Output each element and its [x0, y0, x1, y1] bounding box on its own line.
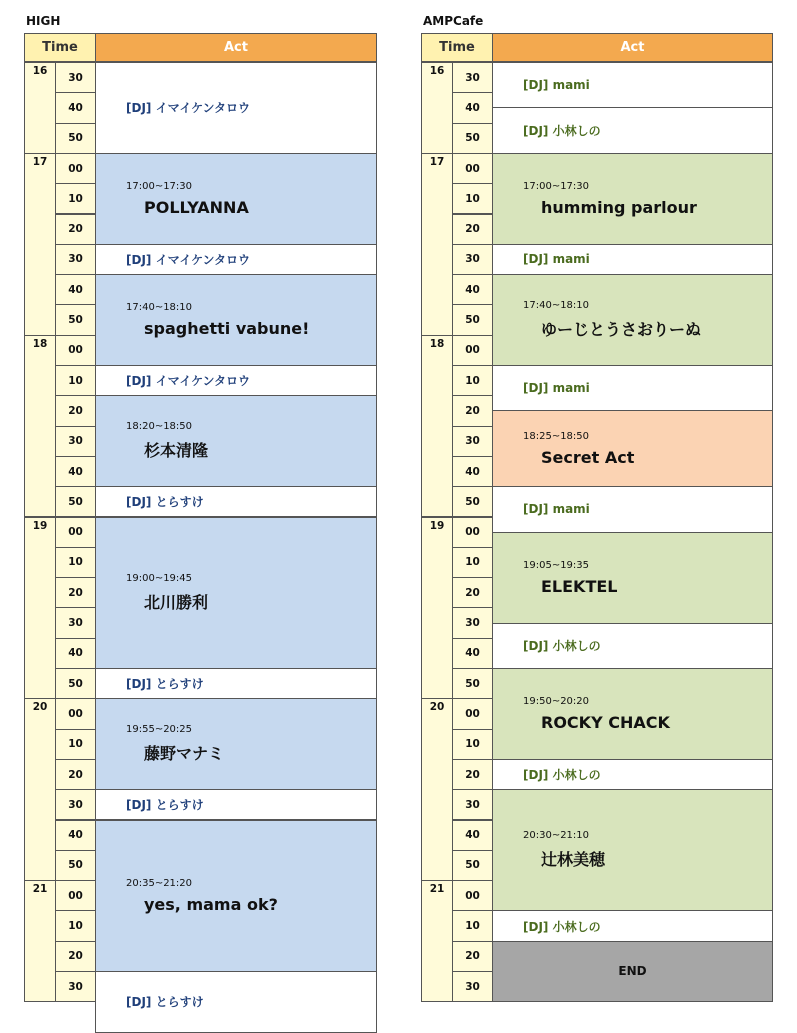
hour-label: 18 [421, 335, 453, 518]
time-column-header: Time [24, 33, 96, 62]
dj-name: [DJ] とらすけ [126, 798, 204, 813]
minute-label: 40 [452, 638, 493, 669]
minute-label: 50 [55, 486, 96, 517]
minute-label: 40 [55, 820, 96, 851]
minute-label: 20 [55, 577, 96, 608]
dj-name: [DJ] mami [523, 78, 590, 93]
minute-label: 30 [452, 62, 493, 93]
minute-label: 20 [452, 577, 493, 608]
act-time-range: 19:55~20:25 [126, 724, 193, 736]
act-name: 辻林美穂 [541, 850, 606, 870]
venue-title: HIGH [26, 14, 61, 28]
act-slot [95, 820, 377, 973]
dj-slot [95, 244, 377, 275]
minute-label: 10 [55, 910, 96, 941]
act-name: 杉本清隆 [144, 441, 209, 461]
minute-label: 30 [55, 789, 96, 820]
minute-label: 50 [452, 486, 493, 517]
minute-label: 40 [55, 92, 96, 123]
dj-name: [DJ] 小林しの [523, 124, 601, 139]
hour-label: 19 [24, 517, 56, 700]
dj-name: [DJ] 小林しの [523, 768, 601, 783]
act-time-range: 17:00~17:30 [126, 180, 193, 192]
minute-label: 10 [55, 183, 96, 214]
dj-slot [95, 971, 377, 1033]
dj-name: [DJ] mami [523, 381, 590, 396]
act-slot [492, 668, 773, 760]
dj-slot [95, 365, 377, 396]
dj-name: [DJ] 小林しの [523, 919, 601, 934]
act-slot [95, 517, 377, 670]
minute-label: 10 [55, 547, 96, 578]
minute-label: 20 [452, 941, 493, 972]
dj-name: [DJ] とらすけ [126, 995, 204, 1010]
act-time-range: 17:40~18:10 [126, 302, 193, 314]
act-time-range: 17:00~17:30 [523, 180, 590, 192]
act-name: 北川勝利 [144, 592, 209, 612]
minute-label: 30 [452, 789, 493, 820]
act-slot [492, 789, 773, 911]
act-slot [95, 698, 377, 790]
minute-label: 50 [452, 850, 493, 881]
act-time-range: 19:00~19:45 [126, 572, 193, 584]
act-name: Secret Act [541, 447, 635, 467]
act-time-range: 19:50~20:20 [523, 695, 590, 707]
act-name: 藤野マナミ [144, 744, 225, 764]
act-time-range: 17:40~18:10 [523, 300, 590, 312]
minute-label: 40 [55, 274, 96, 305]
dj-slot [492, 62, 773, 108]
minute-label: 50 [55, 304, 96, 335]
minute-label: 40 [452, 456, 493, 487]
minute-label: 30 [55, 971, 96, 1002]
minute-label: 20 [452, 395, 493, 426]
minute-label: 40 [55, 456, 96, 487]
minute-label: 20 [55, 941, 96, 972]
hour-label: 21 [24, 880, 56, 1002]
act-time-range: 18:25~18:50 [523, 430, 590, 442]
act-time-range: 19:05~19:35 [523, 559, 590, 571]
hour-label: 18 [24, 335, 56, 518]
minute-label: 10 [452, 183, 493, 214]
act-slot [95, 153, 377, 245]
end-slot [492, 941, 773, 1003]
minute-label: 00 [452, 517, 493, 548]
minute-label: 00 [452, 335, 493, 366]
minute-label: 20 [55, 759, 96, 790]
end-label: END [618, 964, 647, 979]
minute-label: 20 [55, 395, 96, 426]
minute-label: 10 [55, 365, 96, 396]
header-row [421, 33, 773, 62]
act-column-header: Act [95, 33, 377, 62]
act-column-header: Act [492, 33, 773, 62]
minute-label: 00 [55, 517, 96, 548]
dj-slot [492, 623, 773, 669]
minute-label: 00 [55, 880, 96, 911]
minute-label: 10 [55, 729, 96, 760]
minute-label: 00 [55, 335, 96, 366]
minute-label: 50 [452, 123, 493, 154]
minute-label: 50 [55, 123, 96, 154]
dj-slot [492, 107, 773, 153]
act-slot [95, 274, 377, 366]
dj-slot [95, 789, 377, 820]
minute-label: 30 [452, 244, 493, 275]
act-slot [492, 153, 773, 245]
act-name: humming parlour [541, 197, 697, 217]
minute-label: 10 [452, 365, 493, 396]
minute-label: 30 [452, 607, 493, 638]
minute-label: 40 [55, 638, 96, 669]
minute-label: 50 [55, 850, 96, 881]
minute-label: 00 [452, 698, 493, 729]
dj-slot [492, 910, 773, 941]
minute-label: 30 [55, 62, 96, 93]
minute-label: 30 [55, 607, 96, 638]
act-slot [492, 532, 773, 624]
venue-title: AMPCafe [423, 14, 484, 28]
act-name: POLLYANNA [144, 197, 249, 217]
minute-label: 00 [55, 153, 96, 184]
minute-label: 10 [452, 910, 493, 941]
dj-name: [DJ] イマイケンタロウ [126, 101, 251, 116]
dj-name: [DJ] イマイケンタロウ [126, 374, 251, 389]
minute-label: 20 [452, 214, 493, 245]
minute-label: 30 [55, 244, 96, 275]
hour-label: 20 [24, 698, 56, 881]
dj-slot [95, 62, 377, 154]
minute-label: 10 [452, 547, 493, 578]
dj-name: [DJ] 小林しの [523, 639, 601, 654]
minute-label: 40 [452, 92, 493, 123]
minute-label: 20 [452, 759, 493, 790]
minute-label: 10 [452, 729, 493, 760]
minute-label: 50 [452, 304, 493, 335]
act-time-range: 18:20~18:50 [126, 421, 193, 433]
dj-slot [492, 244, 773, 275]
hour-label: 21 [421, 880, 453, 1002]
minute-label: 00 [55, 698, 96, 729]
act-time-range: 20:30~21:10 [523, 830, 590, 842]
minute-label: 30 [452, 426, 493, 457]
minute-label: 00 [452, 880, 493, 911]
minute-label: 30 [55, 426, 96, 457]
minute-label: 50 [452, 668, 493, 699]
dj-name: [DJ] mami [523, 252, 590, 267]
minute-label: 20 [55, 214, 96, 245]
dj-slot [492, 365, 773, 411]
act-name: spaghetti vabune! [144, 319, 310, 339]
dj-name: [DJ] イマイケンタロウ [126, 252, 251, 267]
act-name: ELEKTEL [541, 576, 618, 596]
hour-label: 17 [24, 153, 56, 336]
dj-slot [492, 759, 773, 790]
act-slot [492, 410, 773, 487]
hour-label: 19 [421, 517, 453, 700]
minute-label: 40 [452, 274, 493, 305]
act-time-range: 20:35~21:20 [126, 877, 193, 889]
dj-slot [95, 486, 377, 517]
minute-label: 50 [55, 668, 96, 699]
time-column-header: Time [421, 33, 493, 62]
act-name: ROCKY CHACK [541, 712, 670, 732]
act-name: yes, mama ok? [144, 894, 278, 914]
minute-label: 00 [452, 153, 493, 184]
dj-name: [DJ] とらすけ [126, 677, 204, 692]
dj-slot [95, 668, 377, 699]
minute-label: 30 [452, 971, 493, 1002]
dj-name: [DJ] mami [523, 502, 590, 517]
hour-label: 16 [421, 62, 453, 154]
hour-label: 20 [421, 698, 453, 881]
header-row [24, 33, 377, 62]
hour-label: 17 [421, 153, 453, 336]
hour-label: 16 [24, 62, 56, 154]
minute-label: 40 [452, 820, 493, 851]
act-slot [492, 274, 773, 366]
act-slot [95, 395, 377, 487]
act-name: ゆーじとうさおりーぬ [541, 320, 702, 340]
dj-slot [492, 486, 773, 532]
dj-name: [DJ] とらすけ [126, 495, 204, 510]
